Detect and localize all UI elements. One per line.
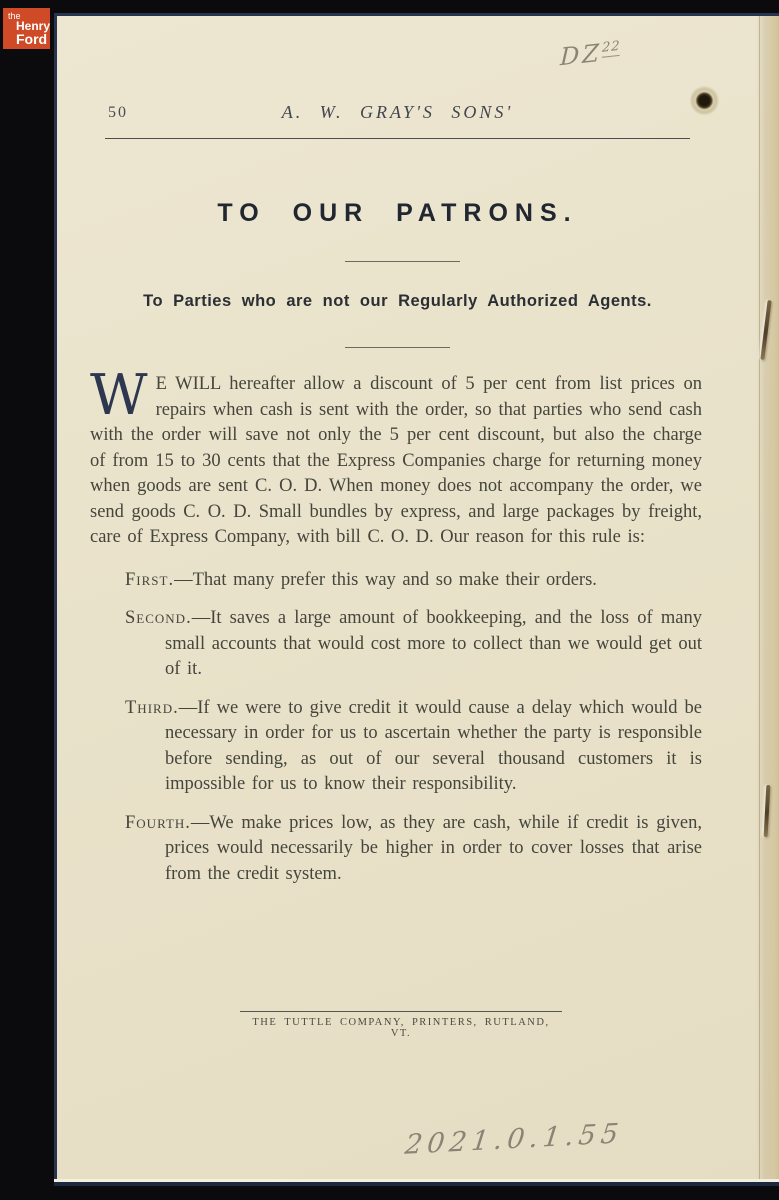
drop-cap: W [90, 363, 148, 428]
reason-text: —It saves a large amount of bookkeeping, and the loss of many small accounts that would cost more to collect than we would get out of it. [165, 608, 702, 679]
reason-text: —That many prefer this way and so make their orders. [174, 569, 597, 590]
reason-item-second [125, 606, 702, 683]
pencil-note-superscript: 22 [602, 39, 621, 58]
page-number: 50 [108, 104, 128, 121]
logo-word-henry: Henry [16, 19, 51, 33]
reason-text: —We make prices low, as they are cash, while if credit is given, prices would necessarily be higher in order to cover losses that arise from the credit system. [165, 812, 702, 884]
running-header-text: A. W. GRAY'S SONS' [281, 102, 514, 122]
pencil-note-code: DZ [559, 38, 603, 72]
pencil-note [560, 37, 621, 72]
reason-item-first [125, 568, 702, 594]
page-subtitle: To Parties who are not our Regularly Authorized Agents. [143, 292, 652, 310]
reason-label: Second. [125, 608, 192, 628]
accession-number: 2021.0.1.55 [403, 1118, 625, 1161]
reason-label: Fourth. [125, 812, 191, 833]
reason-label: Third. [125, 697, 179, 718]
running-header [105, 102, 690, 123]
logo-word-ford: Ford [16, 31, 48, 47]
reason-label: First. [125, 569, 175, 590]
henry-ford-logo [3, 8, 50, 49]
body-text [90, 363, 702, 900]
reason-item-third [125, 696, 702, 798]
title-divider [345, 261, 460, 262]
wormhole-mark [690, 84, 722, 116]
header-rule [105, 138, 690, 139]
reason-text: —If we were to give credit it would cause a delay which would be necessary in order for us to ascertain whether the party is responsible before sending, as out of our several thousand customers it is impossible for us to know their responsibility. [165, 697, 702, 794]
scanned-page [54, 13, 779, 1179]
printer-imprint: THE TUTTLE COMPANY, PRINTERS, RUTLAND, VT. [240, 1011, 562, 1039]
intro-paragraph [90, 363, 702, 551]
subtitle-divider [345, 347, 450, 348]
page-title: TO OUR PATRONS. [217, 199, 578, 227]
page-edge-line [759, 16, 760, 1179]
logo-word-the: the [8, 11, 21, 21]
reasons-list [125, 568, 702, 888]
reason-item-fourth [125, 811, 702, 888]
intro-text: E WILL hereafter allow a discount of 5 per cent from list prices on repairs when cash is sent with the order, so that parties who send cash with the order will save not only the 5 per cent discount, but also the charge of from 15 to 30 cents that the Express Companies charge for returning money when goods are sent C. O. D. When money does not accompany the order, we send goods C. O. D. Small bundles by express, and large packages by freight, care of Express Company, with bill C. O. D. Our reason for this rule is: [90, 374, 702, 547]
